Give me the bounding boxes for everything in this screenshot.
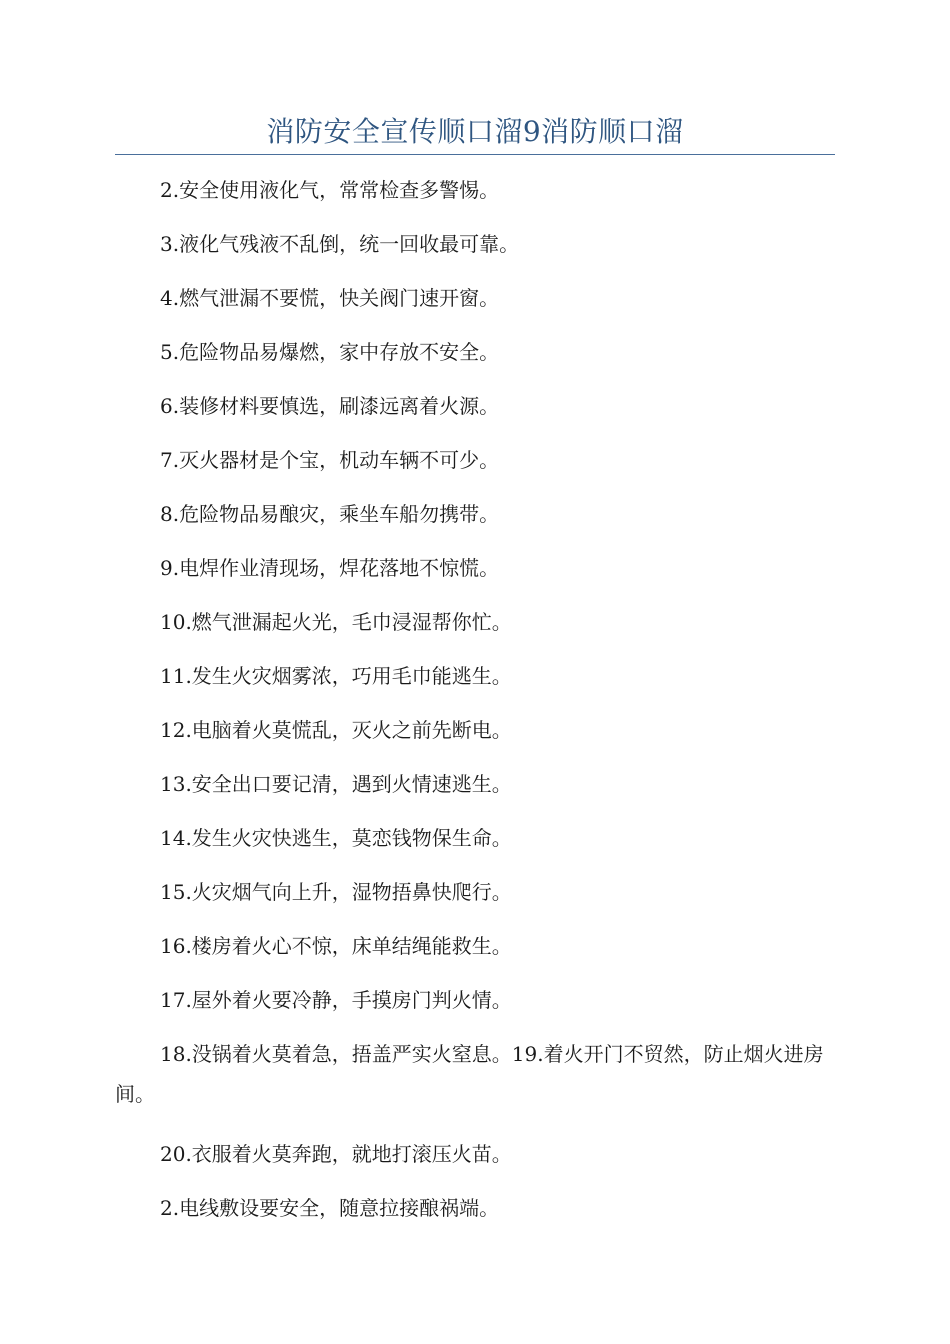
paragraph: 10.燃气泄漏起火光，毛巾浸湿帮你忙。	[160, 610, 512, 634]
title-underline	[115, 154, 835, 155]
paragraph: 14.发生火灾快逃生，莫恋钱物保生命。	[160, 826, 512, 850]
paragraph: 15.火灾烟气向上升，湿物捂鼻快爬行。	[160, 880, 512, 904]
paragraph: 7.灭火器材是个宝，机动车辆不可少。	[160, 448, 500, 472]
document-title: 消防安全宣传顺口溜9消防顺口溜	[266, 115, 684, 148]
paragraph: 12.电脑着火莫慌乱，灭火之前先断电。	[160, 718, 512, 742]
paragraph: 16.楼房着火心不惊，床单结绳能救生。	[160, 934, 512, 958]
paragraph: 18.没锅着火莫着急，捂盖严实火窒息。19.着火开门不贸然，防止烟火进房间。	[115, 1042, 824, 1106]
paragraph: 5.危险物品易爆燃，家中存放不安全。	[160, 340, 500, 364]
paragraph: 2.电线敷设要安全，随意拉接酿祸端。	[160, 1196, 500, 1220]
paragraph: 11.发生火灾烟雾浓，巧用毛巾能逃生。	[160, 664, 512, 688]
paragraph: 4.燃气泄漏不要慌，快关阀门速开窗。	[160, 286, 500, 310]
paragraph: 13.安全出口要记清，遇到火情速逃生。	[160, 772, 512, 796]
paragraph: 20.衣服着火莫奔跑，就地打滚压火苗。	[160, 1142, 512, 1166]
paragraph: 2.安全使用液化气，常常检查多警惕。	[160, 178, 500, 202]
paragraph: 3.液化气残液不乱倒，统一回收最可靠。	[160, 232, 520, 256]
paragraph: 6.装修材料要慎选，刷漆远离着火源。	[160, 394, 500, 418]
paragraph: 17.屋外着火要冷静，手摸房门判火情。	[160, 988, 512, 1012]
paragraph: 9.电焊作业清现场，焊花落地不惊慌。	[160, 556, 500, 580]
paragraph: 8.危险物品易酿灾，乘坐车船勿携带。	[160, 502, 500, 526]
document-body	[115, 176, 835, 1248]
